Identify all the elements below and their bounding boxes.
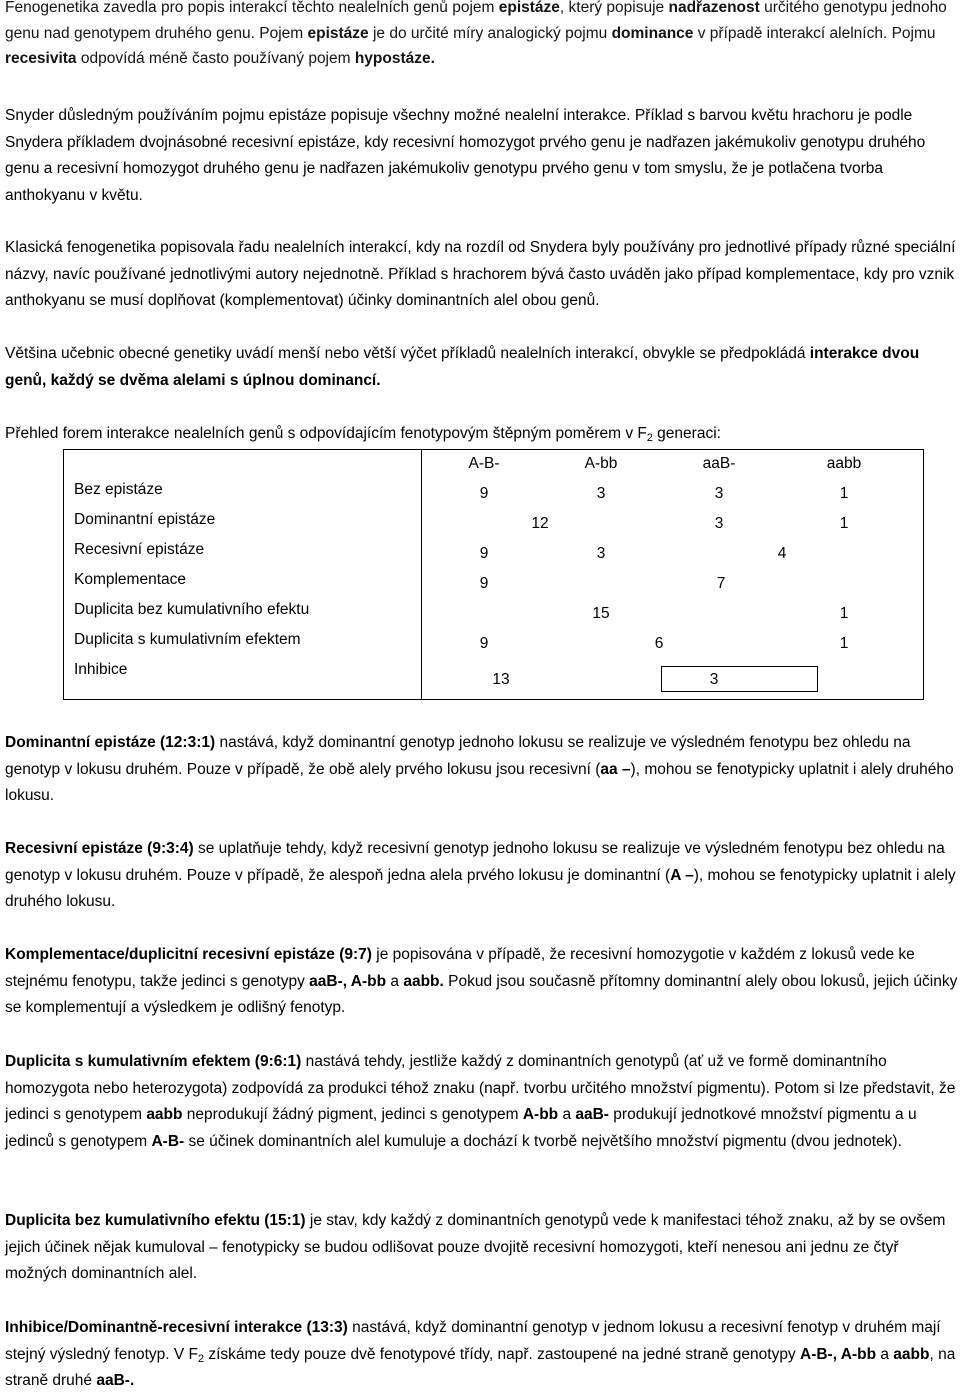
intro-paragraph: Fenogenetika zavedla pro popis interakcí těchto nealelních genů pojem epistáze, který popisuje nadřazenost určitého genotypu jednoho genu nad genotypem druhého genu. Pojem epistáze je do určité míry analogický pojmu dominance v případě interakcí alelních. Pojmu recesivita odpovídá méně často používaný pojem hypostáze. — [5, 0, 947, 67]
row-value: 9 — [479, 575, 489, 592]
header-aaB: aaB- — [702, 455, 736, 472]
row-value: 6 — [654, 635, 664, 652]
snyder-paragraph: Snyder důsledným používáním pojmu epistáze popisuje všechny možné nealelní interakce. Příklad s barvou květu hrachoru je podle Snydera příkladem dvojnásobné recesivní epistáze, kdy recesivní homozygot prvého genu je nadřazen jakémukoliv genotypu druhého genu a recesivní homozygot druhého genu je nadřazen jakémukoliv genotypu prvého genu v tom smyslu, že je potlačena tvorba anthokyanu v květu. — [5, 107, 926, 204]
interaction-table — [63, 449, 924, 700]
row-label: Duplicita s kumulativním efektem — [74, 631, 301, 648]
row-label: Dominantní epistáze — [74, 511, 216, 528]
row-label: Recesivní epistáze — [74, 541, 205, 558]
row-value: 1 — [839, 605, 849, 622]
row-value: 12 — [531, 515, 549, 532]
row-value: 1 — [839, 485, 849, 502]
table-intro: Přehled forem interakce nealelních genů s odpovídajícím fenotypovým štěpným poměrem v $F_2$ generaci: — [5, 425, 721, 444]
row-label: Komplementace — [74, 571, 187, 588]
row-value: 3 — [709, 671, 719, 688]
header-Abb: A-bb — [584, 455, 618, 472]
textbooks-paragraph: Většina učebnic obecné genetiky uvádí menší nebo větší výčet příkladů nealelních interakcí, obvykle se předpokládá interakce dvou genů, každý se dvěma alelami s úplnou dominancí. — [5, 345, 920, 389]
complementation-paragraph: Komplementace/duplicitní recesivní epistáze (9:7) je popisována v případě, že recesivní homozygotie v každém z lokusů vede ke stejnému fenotypu, takže jedinci s genotypy aaB-, A-bb a aabb. Pokud jsou současně přítomny dominantní alely obou lokusů, jejich účinky se komplementují a výsledkem je odlišný fenotyp. — [5, 946, 958, 1016]
header-aabb: aabb — [826, 455, 862, 472]
row-value: 13 — [492, 671, 510, 688]
header-AB: A-B- — [468, 455, 500, 472]
row-value: 1 — [839, 515, 849, 532]
recessive-epistasis-paragraph: Recesivní epistáze (9:3:4) se uplatňuje tehdy, když recesivní genotyp jednoho lokusu se realizuje ve výsledném fenotypu bez ohledu na genotyp v lokusu druhém. Pouze v případě, že alespoň jedna alela prvého lokusu je dominantní (A –), mohou se fenotypicky uplatnit i alely druhého lokusu. — [5, 840, 956, 910]
cumulative-duplication-paragraph: Duplicita s kumulativním efektem (9:6:1) nastává tehdy, jestliže každý z dominantních genotypů (ať už ve formě dominantního homozygota nebo heterozygota) zodpovídá za produkci téhož znaku (např. tvorbu určitého množství pigmentu). Potom si lze představit, že jedinci s genotypem aabb neprodukují žádný pigment, jedinci s genotypem A-bb a aaB- produkují jednotkové množství pigmentu a u jedinců s genotypem A-B- se účinek dominantních alel kumuluje a dochází k tvorbě největšího množství pigmentu (dvou jednotek). — [5, 1053, 956, 1150]
row-label: Bez epistáze — [74, 481, 163, 498]
row-value: 7 — [716, 575, 726, 592]
row-value: 3 — [596, 545, 606, 562]
row-value: 9 — [479, 485, 489, 502]
row-value: 4 — [777, 545, 787, 562]
row-label: Inhibice — [74, 661, 128, 678]
noncumulative-duplication-paragraph: Duplicita bez kumulativního efektu (15:1) je stav, kdy každý z dominantních genotypů vede k manifestaci téhož znaku, až by se ovšem jejich účinek nějak kumuloval – fenotypicky se budou odlišovat pouze dvojitě recesivní homozygoti, kteří nenesou ani jednu ze čtyř možných dominantních alel. — [5, 1212, 946, 1282]
row-value: 9 — [479, 635, 489, 652]
row-value: 15 — [592, 605, 610, 622]
table-divider — [421, 450, 422, 699]
row-label: Duplicita bez kumulativního efektu — [74, 601, 310, 618]
row-value: 3 — [714, 485, 724, 502]
dominant-epistasis-paragraph: Dominantní epistáze (12:3:1) nastává, když dominantní genotyp jednoho lokusu se realizuje ve výsledném fenotypu bez ohledu na genotyp v lokusu druhém. Pouze v případě, že obě alely prvého lokusu jsou recesivní (aa –), mohou se fenotypicky uplatnit i alely druhého lokusu. — [5, 734, 954, 804]
classical-paragraph: Klasická fenogenetika popisovala řadu nealelních interakcí, kdy na rozdíl od Snydera byly používány pro jednotlivé případy různé speciální názvy, navíc používané jednotlivými autory nejednotně. Příklad s hrachorem bývá často uváděn jako případ komplementace, kdy pro vznik anthokyanu se musí doplňovat (komplementovat) účinky dominantních alel obou genů. — [5, 239, 956, 309]
inhibition-paragraph: Inhibice/Dominantně-recesivní interakce (13:3) nastává, když dominantní genotyp v jednom lokusu a recesivní fenotyp v druhém mají stejný výsledný fenotyp. V $F_2$ získáme tedy pouze dvě fenotypové třídy, např. zastoupené na jedné straně genotypy A-B-, A-bb a aabb, na straně druhé aaB-. — [5, 1319, 956, 1389]
row-value: 1 — [839, 635, 849, 652]
row-value: 3 — [714, 515, 724, 532]
row-value: 3 — [596, 485, 606, 502]
row-value: 9 — [479, 545, 489, 562]
